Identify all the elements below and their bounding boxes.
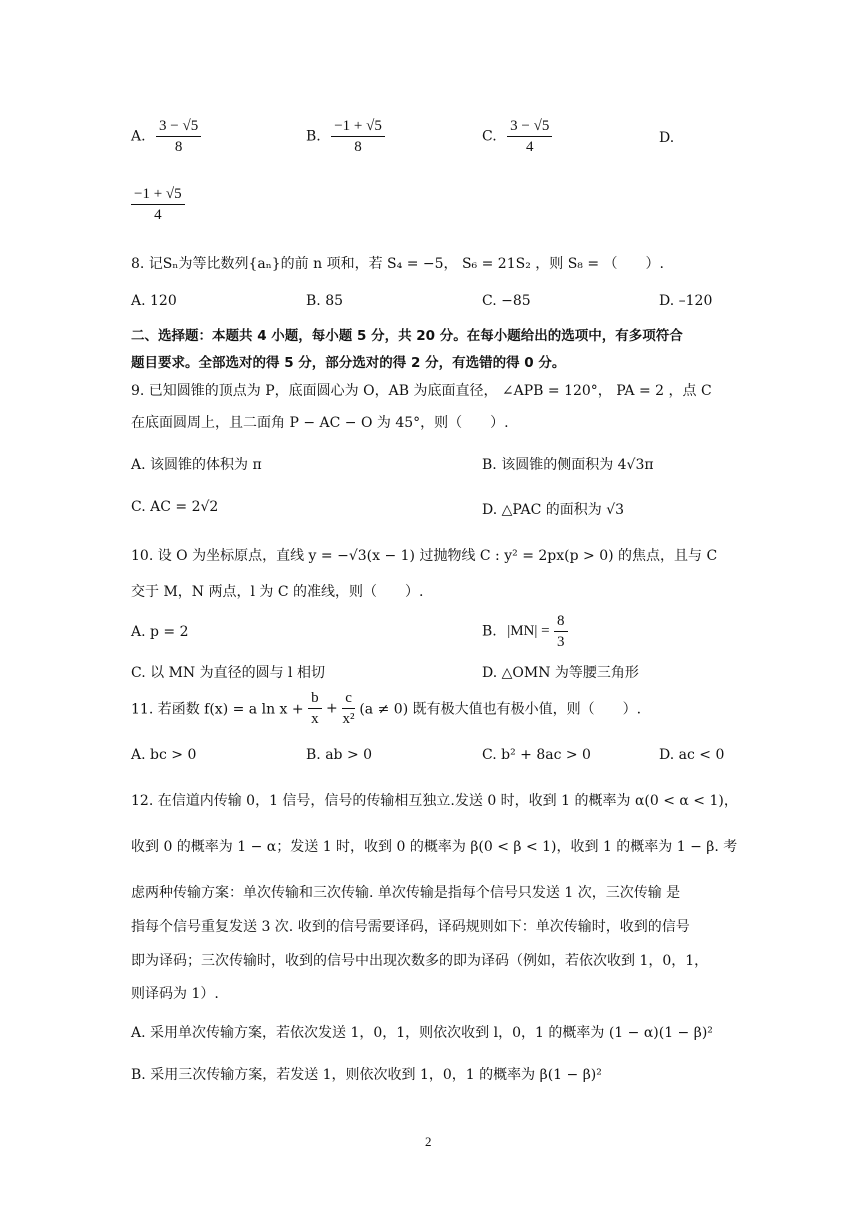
- q11-f2-denominator: x²: [342, 711, 355, 727]
- q11-option-b: B. ab > 0: [306, 747, 373, 763]
- q12-stem-line2: 收到 0 的概率为 1 − α；发送 1 时，收到 0 的概率为 β(0 < β < 1)，收到 1 的概率为 1 − β. 考: [131, 839, 738, 855]
- q7-a-numerator: 3 − √5: [156, 116, 201, 137]
- q11-prefix: 11. 若函数 f(x) = a ln x +: [131, 701, 304, 718]
- q7-option-b: [306, 116, 385, 157]
- q11-fraction-c-over-x2: [342, 688, 355, 729]
- q7-b-denominator: 8: [354, 139, 362, 155]
- q7-b-numerator: −1 + √5: [331, 116, 385, 137]
- q12-option-a: A. 采用单次传输方案，若依次发送 1，0，1，则依次收到 l，0，1 的概率为 (1 − α)(1 − β)²: [131, 1025, 713, 1041]
- q12-stem-line6: 则译码为 1）.: [131, 986, 219, 1002]
- q7-c-fraction: [507, 116, 552, 157]
- q9-option-c: C. AC = 2√2: [131, 499, 219, 515]
- q8-stem: 8. 记Sₙ为等比数列{aₙ}的前 n 项和，若 S₄ = −5， S₆ = 21S₂ ，则 S₈ = （ ）.: [131, 256, 664, 272]
- q11-option-c: C. b² + 8ac > 0: [482, 747, 591, 763]
- q10-option-a: A. p = 2: [131, 624, 189, 640]
- q10-stem-line1: 10. 设 O 为坐标原点，直线 y = −√3(x − 1) 过抛物线 C : y² = 2px(p > 0) 的焦点，且与 C: [131, 548, 718, 564]
- q11-option-d: D. ac < 0: [659, 747, 725, 763]
- q7-b-label: B.: [306, 128, 321, 145]
- q12-stem-line4: 指每个信号重复发送 3 次. 收到的信号需要译码，译码规则如下：单次传输时，收到的信号: [131, 919, 690, 935]
- q7-c-label: C.: [482, 128, 497, 145]
- q11-f2-numerator: c: [342, 688, 355, 709]
- q11-f1-numerator: b: [308, 688, 322, 709]
- q8-option-c: C. −85: [482, 293, 531, 309]
- q10-b-lhs: |MN| =: [507, 623, 550, 639]
- q7-a-label: A.: [131, 128, 146, 145]
- q10-b-label: B.: [482, 623, 497, 640]
- q8-option-b: B. 85: [306, 293, 344, 309]
- q8-option-a: A. 120: [131, 293, 177, 309]
- q9-option-b: B. 该圆锥的侧面积为 4√3π: [482, 457, 654, 473]
- q7-option-c: [482, 116, 552, 157]
- section-heading-line1: 二、选择题：本题共 4 小题，每小题 5 分，共 20 分。在每小题给出的选项中，有多项符合: [131, 328, 683, 344]
- q11-stem: [131, 688, 641, 729]
- q7-c-denominator: 4: [525, 139, 534, 155]
- q11-option-a: A. bc > 0: [131, 747, 197, 763]
- q11-suffix: (a ≠ 0) 既有极大值也有极小值，则（ ）.: [359, 701, 642, 718]
- q9-option-a: A. 该圆锥的体积为 π: [131, 457, 262, 473]
- page-number: 2: [425, 1134, 432, 1149]
- q9-option-d: D. △PAC 的面积为 √3: [482, 502, 625, 518]
- q7-d-denominator: 4: [154, 207, 162, 223]
- q10-option-d: D. △OMN 为等腰三角形: [482, 665, 639, 681]
- section-heading-line2: 题目要求。全部选对的得 5 分，部分选对的得 2 分，有选错的得 0 分。: [131, 355, 566, 371]
- q10-option-c: C. 以 MN 为直径的圆与 l 相切: [131, 665, 325, 681]
- q11-fraction-b-over-x: [308, 688, 322, 729]
- q9-stem-line2: 在底面圆周上，且二面角 P − AC − O 为 45°，则（ ）.: [131, 415, 509, 431]
- q8-option-d: D. –120: [659, 293, 713, 309]
- q11-plus: +: [326, 700, 338, 717]
- q10-option-b: [482, 611, 568, 652]
- q10-b-numerator: 8: [554, 611, 568, 632]
- q12-stem-line1: 12. 在信道内传输 0，1 信号，信号的传输相互独立.发送 0 时，收到 1 的概率为 α(0 < α < 1)，: [131, 793, 738, 809]
- q9-stem-line1: 9. 已知圆锥的顶点为 P，底面圆心为 O，AB 为底面直径， ∠APB = 120°， PA = 2 ，点 C: [131, 383, 712, 399]
- q7-d-numerator: −1 + √5: [131, 184, 185, 205]
- q11-f1-denominator: x: [311, 711, 319, 727]
- q12-stem-line3: 虑两种传输方案：单次传输和三次传输. 单次传输是指每个信号只发送 1 次，三次传输 是: [131, 885, 681, 901]
- q10-b-denominator: 3: [557, 634, 565, 650]
- q7-a-denominator: 8: [174, 139, 183, 155]
- q10-stem-line2: 交于 M，N 两点，l 为 C 的准线，则（ ）.: [131, 584, 424, 600]
- q7-a-fraction: [156, 116, 201, 157]
- q7-option-d-fraction: [131, 184, 185, 225]
- q10-b-fraction: [554, 611, 568, 652]
- q12-stem-line5: 即为译码；三次传输时，收到的信号中出现次数多的即为译码（例如，若依次收到 1，0，1，: [131, 953, 709, 969]
- q7-d-label: D.: [659, 130, 675, 146]
- q7-b-fraction: [331, 116, 385, 157]
- q7-c-numerator: 3 − √5: [507, 116, 552, 137]
- q7-option-a: [131, 116, 201, 157]
- q12-option-b: B. 采用三次传输方案，若发送 1，则依次收到 1，0，1 的概率为 β(1 − β)²: [131, 1067, 602, 1083]
- q7-d-fraction: [131, 184, 185, 225]
